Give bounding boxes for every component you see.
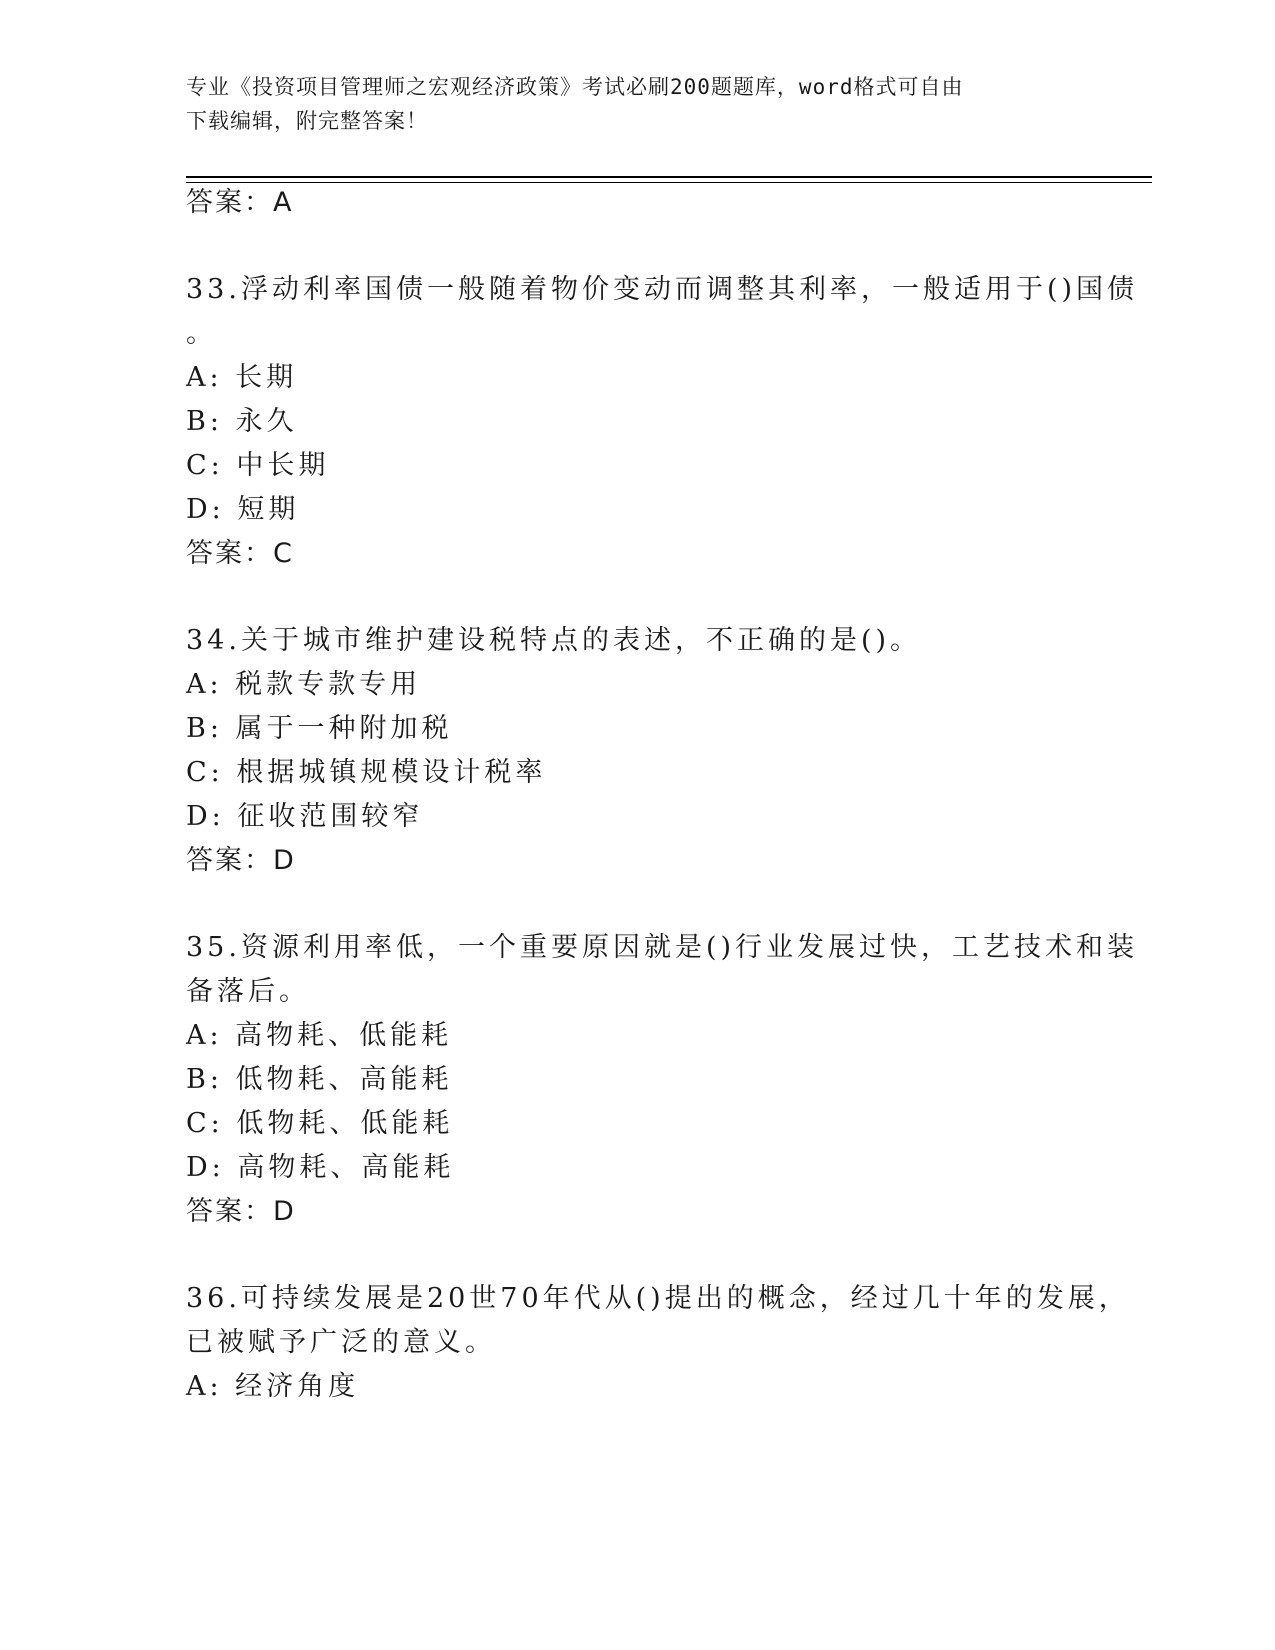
question-35-option-a: A: 高物耗、低能耗 [186,1020,453,1051]
question-34-stem-line1: 34.关于城市维护建设税特点的表述，不正确的是()。 [186,625,922,656]
question-36-stem-line2: 已被赋予广泛的意义。 [186,1327,496,1358]
question-35-option-b: B: 低物耗、高能耗 [186,1064,453,1095]
question-34-option-a: A: 税款专款专用 [186,669,422,700]
question-36-stem-line1: 36.可持续发展是20世70年代从()提出的概念，经过几十年的发展， [186,1283,1130,1314]
answer-33: 答案：C [186,538,294,569]
question-35-option-d: D: 高物耗、高能耗 [186,1152,455,1183]
header-divider-thin [186,182,1152,183]
question-34-option-d: D: 征收范围较窄 [186,801,424,832]
answer-35: 答案：D [186,1196,296,1227]
answer-32: 答案：A [186,187,294,218]
header-line-2: 下载编辑，附完整答案！ [186,109,428,133]
document-header [186,70,1086,138]
question-33-stem-line2: 。 [186,318,217,349]
header-line-1: 专业《投资项目管理师之宏观经济政策》考试必刷200题题库，word格式可自由 [186,75,964,99]
header-divider-thick [186,176,1152,178]
question-35-option-c: C: 低物耗、低能耗 [186,1108,454,1139]
question-35-stem-line2: 备落后。 [186,976,310,1007]
question-33-option-b: B: 永久 [186,406,298,437]
question-36-option-a: A: 经济角度 [186,1371,360,1402]
answer-34: 答案：D [186,845,296,876]
question-34-option-c: C: 根据城镇规模设计税率 [186,757,547,788]
question-34-option-b: B: 属于一种附加税 [186,713,453,744]
question-33-option-c: C: 中长期 [186,450,330,481]
question-33-stem-line1: 33.浮动利率国债一般随着物价变动而调整其利率，一般适用于()国债 [186,274,1139,305]
question-33-option-a: A: 长期 [186,362,298,393]
question-33-option-d: D: 短期 [186,494,300,525]
question-35-stem-line1: 35.资源利用率低，一个重要原因就是()行业发展过快，工艺技术和装 [186,932,1139,963]
